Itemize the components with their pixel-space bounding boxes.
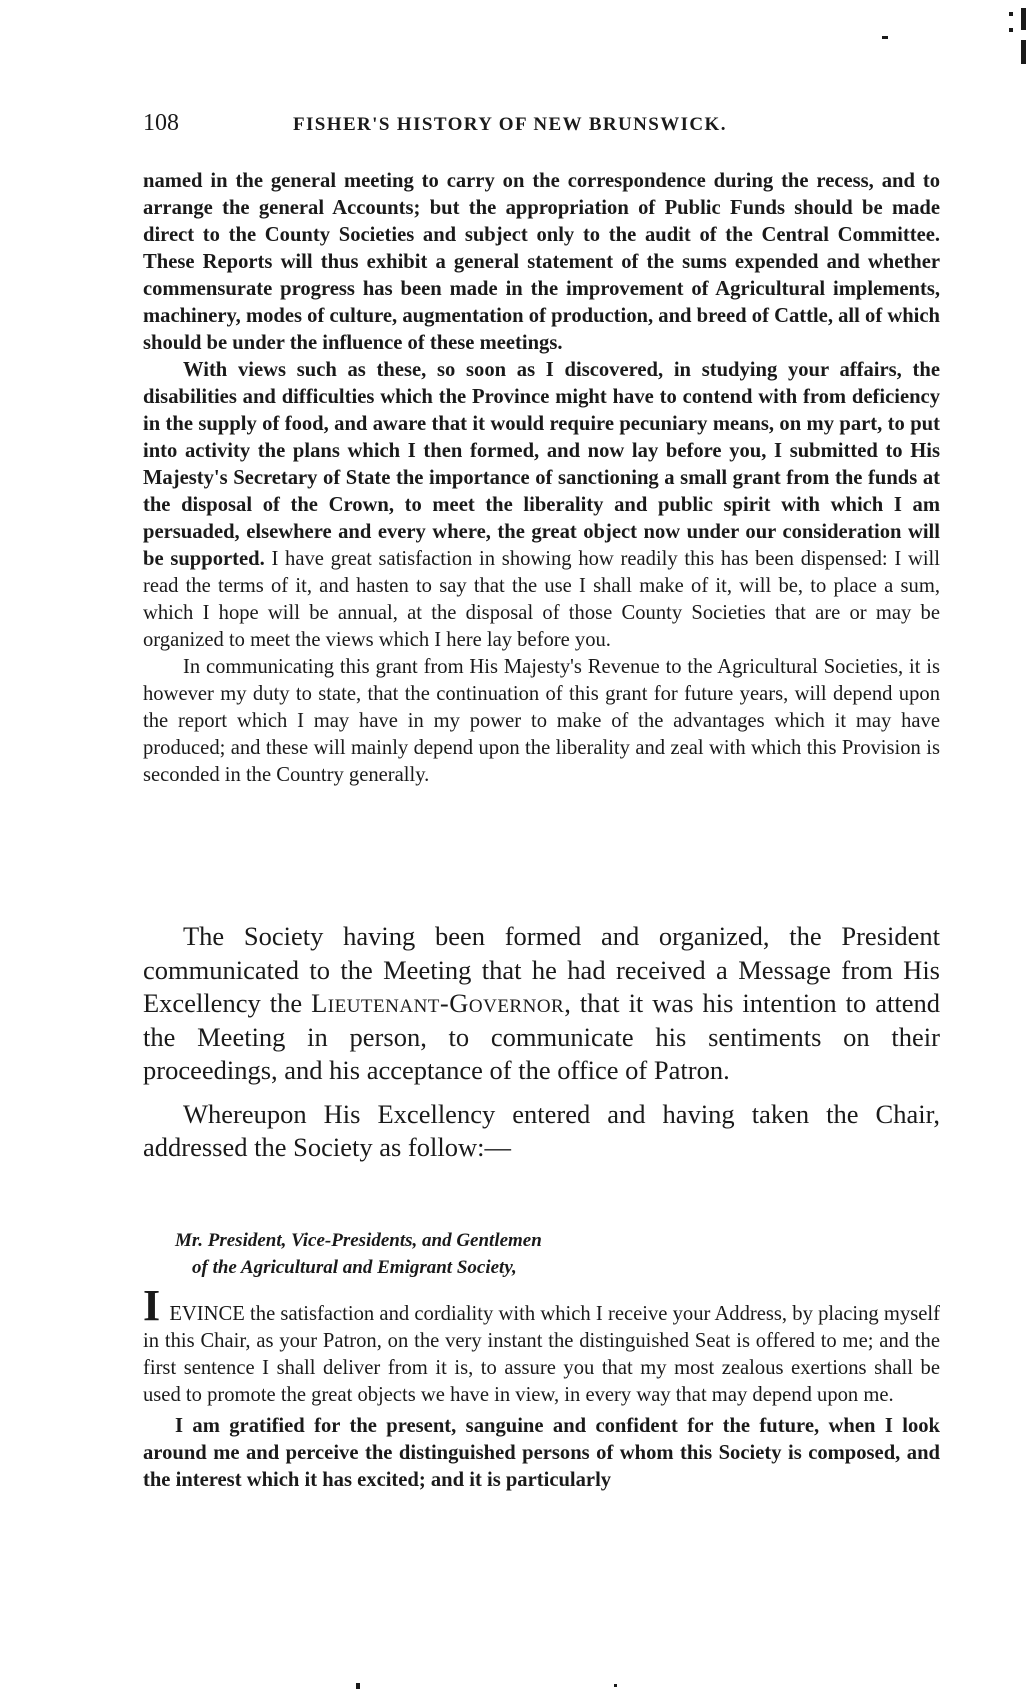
narrative-paragraph-1 bbox=[143, 920, 940, 1088]
quoted-address bbox=[143, 168, 940, 789]
paragraph-2 bbox=[143, 357, 940, 654]
scan-mark bbox=[614, 1684, 617, 1687]
paragraph-2-bold: With views such as these, so soon as I discovered, in studying your affairs, the disabilities and difficulties which the Province might have to contend with from deficiency in the supply of food, and aware that it would require pecuniary means, on my part, to put into activity the plans which I then formed, and now lay before you, I submitted to His Majesty's Secretary of State the importance of sanctioning a small grant from the funds at the disposal of the Crown, to meet the liberality and public spirit with which I am persuaded, elsewhere and every where, the great object now under our consideration will be supported. bbox=[143, 359, 940, 570]
scan-mark bbox=[1009, 12, 1013, 16]
narrative-paragraph-2: Whereupon His Excellency entered and having taken the Chair, addressed the Society as follow:— bbox=[143, 1098, 940, 1162]
salutation bbox=[175, 1227, 875, 1281]
speech-paragraph-2: I am gratified for the present, sanguine and confident for the future, when I look around me and perceive the distinguished persons of whom this Society is composed, and the interest which it has excited; and it is particularly bbox=[143, 1415, 940, 1491]
scan-mark bbox=[1021, 8, 1026, 30]
scan-mark bbox=[1021, 40, 1026, 64]
page-header bbox=[143, 110, 940, 146]
paragraph-2-plain: I have great satisfaction in showing how readily this has been dispensed: I will read the terms of it, and hasten to say that the use I shall make of it, will be, to place a sum, which I hope will be annual, at the disposal of those County Societies that are or may be organized to meet the views which I here lay before you. bbox=[143, 548, 940, 651]
governor-speech bbox=[143, 1281, 940, 1494]
narrative bbox=[143, 920, 940, 1165]
paragraph-3: In communicating this grant from His Majesty's Revenue to the Agricultural Societies, it is however my duty to state, that the continuation of this grant for future years, will depend upon the report which I may have in my power to make of the advantages which it may have produced; and these will mainly depend upon the liberality and zeal with which this Provision is seconded in the Country generally. bbox=[143, 656, 940, 786]
running-title: FISHER'S HISTORY OF NEW BRUNSWICK. bbox=[293, 114, 727, 135]
page-number: 108 bbox=[143, 110, 179, 136]
salutation-line-1: Mr. President, Vice-Presidents, and Gentlemen bbox=[175, 1230, 542, 1251]
paragraph-1: named in the general meeting to carry on the correspondence during the recess, and to arrange the general Accounts; but the appropriation of Public Funds should be made direct to the County Societies and subject only to the audit of the Central Committee. These Reports will thus exhibit a general statement of the sums expended and whether commensurate progress has been made in the improvement of Agricultural implements, machinery, modes of culture, augmentation of production, and breed of Cattle, all of which should be under the influence of these meetings. bbox=[143, 170, 940, 354]
speech-paragraph-1-text: EVINCE the satisfaction and cordiality with which I receive your Address, by placing myself in this Chair, as your Patron, on the very instant the distinguished Seat is offered to me; and the first sentence I shall deliver from it is, to assure you that my most zealous exertions shall be used to promote the great objects we have in view, in every way that may depend upon me. bbox=[143, 1303, 940, 1406]
narrative-1-text: The Society having been formed and organized, the President communicated to the Meeting that he had received a Message from His Excellency the bbox=[143, 921, 940, 1018]
scan-mark bbox=[356, 1683, 360, 1689]
speech-paragraph-1 bbox=[143, 1281, 940, 1409]
scan-mark bbox=[1009, 28, 1013, 32]
narrative-1-text-end: , that it was his intention to attend the Meeting in person, to communicate his sentiments on their proceedings, and his acceptance of the office of Patron. bbox=[143, 988, 940, 1085]
scan-mark bbox=[882, 36, 888, 39]
drop-cap: I bbox=[143, 1281, 161, 1330]
lieutenant-governor-title: Lieutenant-Governor bbox=[311, 988, 565, 1018]
salutation-line-2: of the Agricultural and Emigrant Society, bbox=[192, 1257, 517, 1278]
